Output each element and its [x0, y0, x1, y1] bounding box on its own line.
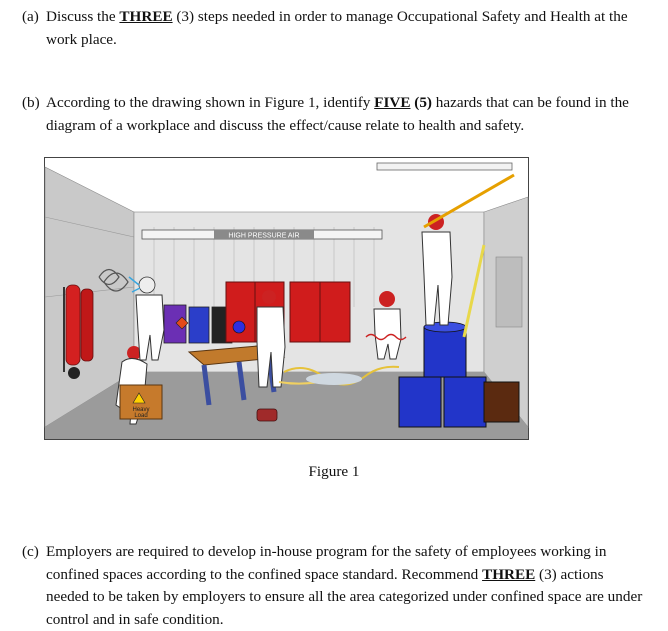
- question-a-label: (a): [22, 8, 39, 25]
- pipe-label: HIGH PRESSURE AIR: [228, 232, 300, 240]
- question-b-emphasis: FIVE: [374, 94, 411, 111]
- question-b-text: According to the drawing shown in Figure 1, identify FIVE (5) hazards that can be found in the diagram of a workplace and discuss the effect/cause relate to health and safety.: [46, 94, 629, 134]
- question-a-text: Discuss the THREE (3) steps needed in order to manage Occupational Safety and Health at the work place.: [46, 8, 628, 48]
- box-label-heavy: Heavy: [132, 407, 150, 413]
- workplace-hazard-figure: [44, 157, 529, 440]
- box-label-load: Load: [134, 413, 148, 419]
- question-c-emphasis: THREE: [482, 565, 536, 583]
- question-c-text: Employers are required to develop in-house program for the safety of employees working in confined spaces according to the confined space standard. Recommend THREE (3) actions needed to be taken by employers to ensure all the area categorized under confined space are under control and in safe condition.: [46, 543, 643, 628]
- question-b-label: (b): [22, 94, 40, 111]
- figure-caption: Figure 1: [308, 463, 360, 480]
- question-c-label: (c): [22, 543, 39, 560]
- question-a-emphasis: THREE: [119, 8, 173, 25]
